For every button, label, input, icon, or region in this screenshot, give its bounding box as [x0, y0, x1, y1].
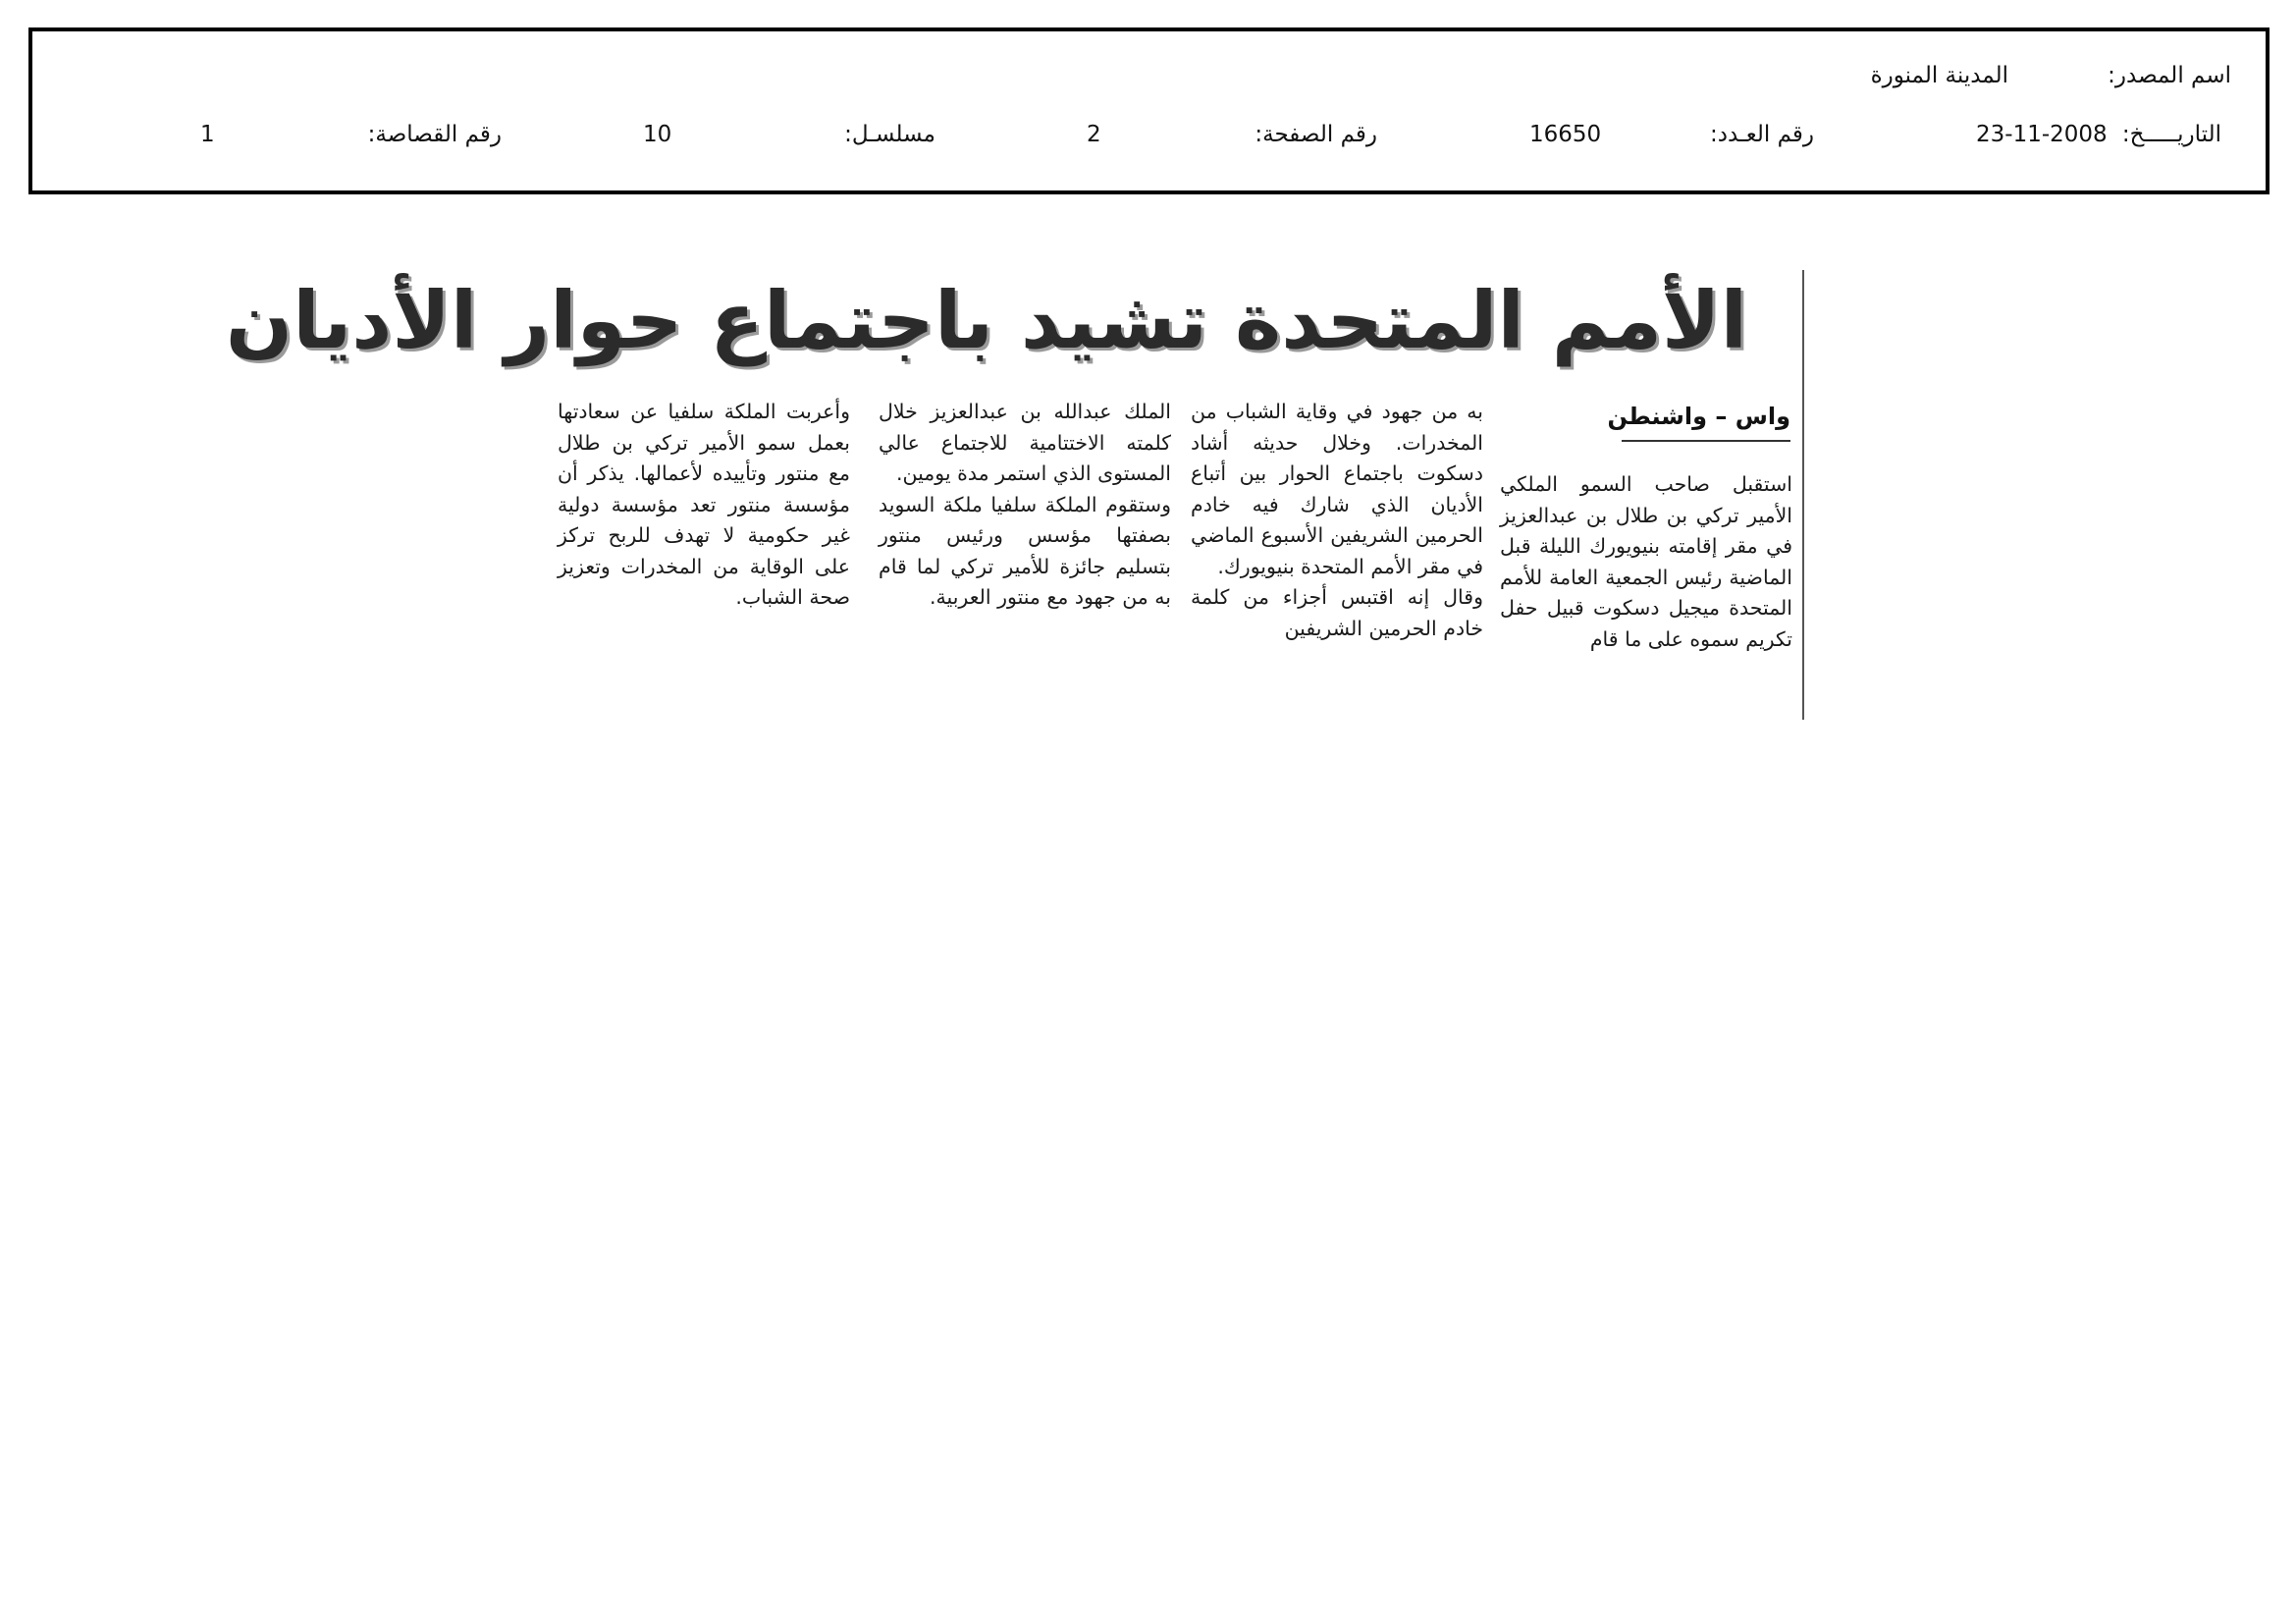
- page-value: 2: [1087, 122, 1101, 147]
- page-label: رقم الصفحة:: [1255, 122, 1377, 147]
- clipping-header-box: [28, 27, 2269, 194]
- paragraph: الملك عبدالله بن عبدالعزيز خلال كلمته الاختتامية للاجتماع عالي المستوى الذي استمر مدة يومين.: [879, 400, 1171, 485]
- source-value: المدينة المنورة: [1870, 63, 2008, 88]
- article-byline: واس – واشنطن: [1622, 397, 1790, 442]
- date-value: 23-11-2008: [1976, 122, 2108, 147]
- issue-value: 16650: [1529, 122, 1602, 147]
- article-column-2: [1191, 397, 1483, 644]
- clipping-value: 1: [200, 122, 215, 147]
- paragraph: وستقوم الملكة سلفيا ملكة السويد بصفتها مؤسس ورئيس منتور بتسليم جائزة للأمير تركي لما قام به من جهود مع منتور العربية.: [879, 492, 1171, 609]
- issue-label: رقم العـدد:: [1709, 122, 1814, 147]
- article-column-1: [1500, 469, 1792, 655]
- paragraph: وأعربت الملكة سلفيا عن سعادتها بعمل سمو الأمير تركي بن طلال مع منتور وتأييده لأعمالها. يذكر أن مؤسسة منتور تعد مؤسسة دولية غير حكومية لا تهدف للربح تركز على الوقاية من المخدرات وتعزيز صحة الشباب.: [558, 400, 850, 609]
- serial-value: 10: [643, 122, 672, 147]
- paragraph: به من جهود في وقاية الشباب من المخدرات. وخلال حديثه أشاد دسكوت باجتماع الحوار بين أتباع الأديان الذي شارك فيه خادم الحرمين الشريفين الأسبوع الماضي في مقر الأمم المتحدة بنيويورك.: [1191, 400, 1483, 578]
- article-headline: الأمم المتحدة تشيد باجتماع حوار الأديان: [225, 275, 1747, 366]
- column-rule: [1802, 270, 1804, 720]
- paragraph: استقبل صاحب السمو الملكي الأمير تركي بن طلال بن عبدالعزيز في مقر إقامته بنيويورك الليلة قبل الماضية رئيس الجمعية العامة للأمم المتحدة ميجيل دسكوت قبيل حفل تكريم سموه على ما قام: [1500, 472, 1792, 651]
- date-label: التاريـــــخ:: [2121, 122, 2221, 147]
- article-column-4: [558, 397, 850, 614]
- serial-label: مسلسـل:: [844, 122, 935, 147]
- clipping-label: رقم القصاصة:: [367, 122, 502, 147]
- article-column-3: [879, 397, 1171, 614]
- paragraph: وقال إنه اقتبس أجزاء من كلمة خادم الحرمين الشريفين: [1191, 585, 1483, 640]
- source-label: اسم المصدر:: [2108, 63, 2231, 88]
